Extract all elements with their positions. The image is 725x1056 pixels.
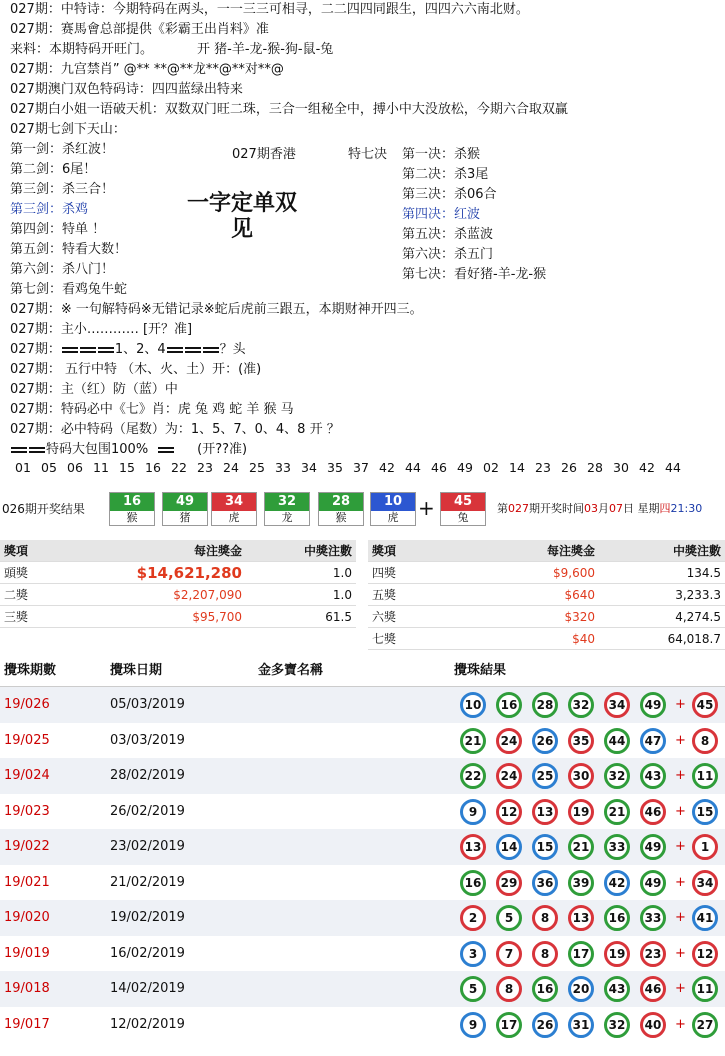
number-item: 05 [41, 460, 57, 475]
header-amount: 每注獎金 [466, 540, 599, 562]
sword-line: 第五剑：特看大数！ [10, 242, 128, 257]
number-item: 34 [301, 460, 317, 475]
result-ball: 16 [604, 905, 630, 931]
tip-line [10, 40, 333, 60]
special-result-ball: 34 [692, 870, 718, 896]
number-item: 24 [223, 460, 239, 475]
special-result-ball: 12 [692, 941, 718, 967]
tip-line: 027期：※ 一句解特码※无错记录※蛇后虎前三跟五，本期财神开四三。 [10, 302, 423, 317]
result-ball: 21 [460, 728, 486, 754]
prize-table-left [0, 540, 356, 628]
prize-amount: $14,621,280 [98, 562, 246, 584]
result-ball: 25 [532, 763, 558, 789]
draw-period[interactable]: 19/020 [4, 910, 50, 925]
result-ball: 3 [460, 941, 486, 967]
tip-line: 027期：特码必中《七》肖：虎 兔 鸡 蛇 羊 猴 马 [10, 402, 294, 417]
result-ball: 40 [640, 1012, 666, 1038]
result-ball: 13 [532, 799, 558, 825]
info-time: 21:30 [670, 502, 703, 515]
result-ball: 20 [568, 976, 594, 1002]
number-item: 23 [535, 460, 551, 475]
result-ball: 9 [460, 799, 486, 825]
special-result-ball: 41 [692, 905, 718, 931]
number-item: 23 [197, 460, 213, 475]
tip-line-b: 1、2、4 [114, 342, 166, 357]
info-month: 03 [584, 502, 598, 515]
tip-line-c: ？头 [219, 342, 246, 357]
ball-number: 10 [371, 493, 415, 511]
sword-line: 第三剑：杀鸡 [10, 202, 89, 217]
prize-count: 3,233.3 [599, 584, 725, 606]
result-ball: 26 [532, 728, 558, 754]
result-ball: 14 [496, 834, 522, 860]
info-text: 第 [497, 502, 508, 515]
prize-name: 三獎 [0, 606, 98, 628]
draw-result-bar [0, 492, 725, 528]
table-row [0, 829, 725, 865]
special-result-ball: 15 [692, 799, 718, 825]
ball-zodiac: 猴 [319, 511, 363, 525]
prize-amount: $40 [466, 628, 599, 650]
history-header [0, 656, 725, 687]
result-ball: 7 [496, 941, 522, 967]
plus-sign: + [675, 910, 686, 925]
jue-line: 第四决：红波 [402, 207, 481, 222]
special-result-ball: 11 [692, 763, 718, 789]
result-ball: 13 [568, 905, 594, 931]
result-ball: 36 [532, 870, 558, 896]
info-text: 期开奖时间 [529, 502, 584, 515]
number-item: 37 [353, 460, 369, 475]
sword-line: 第三剑：杀三合！ [10, 182, 115, 197]
special-result-ball: 11 [692, 976, 718, 1002]
result-ball: 17 [496, 1012, 522, 1038]
table-row [0, 794, 725, 830]
number-item: 26 [561, 460, 577, 475]
draw-period[interactable]: 19/023 [4, 803, 50, 819]
plus-sign: + [675, 732, 686, 748]
bar-glyph [11, 447, 27, 453]
draw-date: 03/03/2019 [110, 732, 185, 748]
draw-ball [318, 492, 364, 526]
bar-glyph [203, 347, 219, 353]
draw-date: 21/02/2019 [110, 874, 185, 890]
draw-ball [162, 492, 208, 526]
jue-line: 第七决：看好猪-羊-龙-猴 [402, 267, 547, 282]
prize-count: 4,274.5 [599, 606, 725, 628]
number-item: 33 [275, 460, 291, 475]
prize-count: 1.0 [246, 584, 356, 606]
tip-line: 027期：赛馬會总部提供《彩霸王出肖料》准 [10, 22, 269, 37]
info-text: 日 星期 [623, 502, 660, 515]
number-item: 15 [119, 460, 135, 475]
tip-line [10, 340, 246, 360]
result-ball: 30 [568, 763, 594, 789]
plus-sign: + [675, 945, 686, 961]
tip-line-b: 开 猪-羊-龙-猴-狗-鼠-兔 [197, 42, 334, 57]
number-item: 44 [665, 460, 681, 475]
prize-name: 五獎 [368, 584, 466, 606]
prize-count: 1.0 [246, 562, 356, 584]
prize-row [368, 562, 725, 584]
result-ball: 49 [640, 870, 666, 896]
result-ball: 49 [640, 834, 666, 860]
table-row [0, 1007, 725, 1043]
result-ball: 49 [640, 692, 666, 718]
draw-date: 14/02/2019 [110, 981, 185, 996]
ball-zodiac: 猴 [110, 511, 154, 525]
ball-zodiac: 猪 [163, 511, 207, 525]
result-ball: 13 [460, 834, 486, 860]
prize-row [368, 606, 725, 628]
result-ball: 16 [460, 870, 486, 896]
sword-line: 第六剑：杀八门！ [10, 262, 115, 277]
ball-number: 32 [265, 493, 309, 511]
table-row [0, 687, 725, 723]
tip-line: 027期七剑下天山： [10, 122, 126, 137]
header-date: 攪珠日期 [110, 663, 163, 678]
result-ball: 19 [568, 799, 594, 825]
tip-line-a: 来料：本期特码开旺门。 [10, 42, 154, 57]
draw-date: 28/02/2019 [110, 768, 185, 783]
result-ball: 32 [568, 692, 594, 718]
table-row [0, 723, 725, 759]
header-count: 中獎注數 [599, 540, 725, 562]
result-ball: 16 [496, 692, 522, 718]
result-ball: 9 [460, 1012, 486, 1038]
result-ball: 46 [640, 799, 666, 825]
result-ball: 35 [568, 728, 594, 754]
special-ball [440, 492, 486, 526]
result-ball: 5 [460, 976, 486, 1002]
number-item: 16 [145, 460, 161, 475]
draw-label: 026期开奖结果 [2, 502, 85, 516]
single-double-headline: 一字定单双 [186, 190, 297, 216]
table-row [0, 971, 725, 1007]
draw-ball [211, 492, 257, 526]
draw-period[interactable]: 19/024 [4, 768, 50, 783]
sword-line: 第一剑：杀红波！ [10, 142, 115, 157]
draw-date: 16/02/2019 [110, 945, 185, 961]
result-ball: 32 [604, 1012, 630, 1038]
plus-sign: + [675, 803, 686, 819]
number-item: 14 [509, 460, 525, 475]
single-double-headline-2: 见 [230, 216, 253, 242]
info-period: 027 [508, 502, 529, 515]
header-result: 攪珠結果 [454, 663, 507, 678]
info-text: 月 [598, 502, 609, 515]
tip-line [10, 440, 247, 460]
next-draw-info [497, 500, 702, 516]
plus-sign: + [675, 768, 686, 783]
header-jackpot: 金多寶名稱 [258, 663, 324, 678]
special-seven-label: 特七决 [348, 147, 388, 162]
ball-number: 28 [319, 493, 363, 511]
result-ball: 8 [532, 941, 558, 967]
plus-sign: + [675, 697, 686, 712]
jue-line: 第五决：杀蓝波 [402, 227, 494, 242]
number-item: 42 [379, 460, 395, 475]
plus-sign: + [675, 839, 686, 854]
draw-date: 23/02/2019 [110, 839, 185, 854]
table-row [0, 936, 725, 972]
ball-number: 45 [441, 493, 485, 511]
header-item: 獎項 [0, 540, 98, 562]
number-list [10, 460, 686, 475]
result-ball: 28 [532, 692, 558, 718]
result-ball: 22 [460, 763, 486, 789]
special-result-ball: 8 [692, 728, 718, 754]
result-ball: 12 [496, 799, 522, 825]
tip-line: 027期： 五行中特 （木、火、土）开：(准) [10, 362, 262, 377]
ball-number: 16 [110, 493, 154, 511]
plus-sign: + [675, 981, 686, 996]
result-ball: 23 [640, 941, 666, 967]
tip-line: 027期：主（红）防（蓝）中 [10, 382, 178, 397]
draw-period[interactable]: 19/017 [4, 1016, 50, 1032]
result-ball: 10 [460, 692, 486, 718]
draw-period[interactable]: 19/022 [4, 839, 50, 854]
bar-glyph [158, 447, 174, 453]
result-ball: 24 [496, 763, 522, 789]
tip-line: 027期澳门双色特码诗：四四蓝绿出特来 [10, 82, 243, 97]
result-ball: 39 [568, 870, 594, 896]
special-result-ball: 27 [692, 1012, 718, 1038]
draw-period[interactable]: 19/021 [4, 874, 50, 890]
ball-zodiac: 兔 [441, 511, 485, 525]
number-item: 22 [171, 460, 187, 475]
number-item: 35 [327, 460, 343, 475]
number-item: 01 [15, 460, 31, 475]
number-item: 28 [587, 460, 603, 475]
result-ball: 21 [604, 799, 630, 825]
result-ball: 19 [604, 941, 630, 967]
table-row [0, 900, 725, 936]
sword-line: 第二剑：6尾！ [10, 162, 97, 177]
tip-line: 027期：中特诗：今期特码在两头，一一三三可相寻，二二四四同跟生，四四六六南北财。 [10, 2, 529, 17]
plus-sign: + [675, 874, 686, 890]
jue-line: 第六决：杀五门 [402, 247, 494, 262]
hk-label: 027期香港 [232, 147, 296, 162]
prize-amount: $640 [466, 584, 599, 606]
ball-zodiac: 龙 [265, 511, 309, 525]
number-item: 46 [431, 460, 447, 475]
ball-zodiac: 虎 [212, 511, 256, 525]
result-ball: 8 [532, 905, 558, 931]
draw-period[interactable]: 19/019 [4, 945, 50, 961]
prize-amount: $2,207,090 [98, 584, 246, 606]
prize-count: 64,018.7 [599, 628, 725, 650]
bar-glyph [185, 347, 201, 353]
result-ball: 46 [640, 976, 666, 1002]
sword-line: 第四剑：特单 ！ [10, 222, 106, 237]
bar-glyph [80, 347, 96, 353]
plus-sign: + [418, 496, 435, 520]
prize-name: 二獎 [0, 584, 98, 606]
bar-glyph [29, 447, 45, 453]
prediction-tips [0, 0, 725, 490]
ball-number: 49 [163, 493, 207, 511]
result-ball: 43 [640, 763, 666, 789]
tip-line-a: 027期： [10, 342, 61, 357]
number-item: 11 [93, 460, 109, 475]
header-item: 獎項 [368, 540, 466, 562]
result-ball: 24 [496, 728, 522, 754]
table-row [0, 865, 725, 901]
special-result-ball: 1 [692, 834, 718, 860]
result-ball: 21 [568, 834, 594, 860]
prize-row [0, 606, 356, 628]
tip-line: 027期：九宫禁肖” @** **@**龙**@**对**@ [10, 62, 284, 77]
result-ball: 26 [532, 1012, 558, 1038]
draw-period[interactable]: 19/026 [4, 697, 50, 712]
ball-number: 34 [212, 493, 256, 511]
result-ball: 42 [604, 870, 630, 896]
tip-line-b: (开??准) [197, 442, 248, 457]
prize-amount: $95,700 [98, 606, 246, 628]
table-row [0, 758, 725, 794]
result-ball: 33 [604, 834, 630, 860]
tip-line: 027期：主小………… [开？准] [10, 322, 193, 337]
jue-line: 第一决：杀猴 [402, 147, 481, 162]
prize-name: 四獎 [368, 562, 466, 584]
draw-ball [370, 492, 416, 526]
number-item: 02 [483, 460, 499, 475]
result-ball: 15 [532, 834, 558, 860]
special-result-ball: 45 [692, 692, 718, 718]
result-ball: 44 [604, 728, 630, 754]
result-ball: 31 [568, 1012, 594, 1038]
number-item: 25 [249, 460, 265, 475]
result-ball: 34 [604, 692, 630, 718]
info-weekday: 四 [659, 502, 671, 515]
draw-period[interactable]: 19/025 [4, 732, 50, 748]
number-item: 42 [639, 460, 655, 475]
number-item: 06 [67, 460, 83, 475]
prize-row [0, 584, 356, 606]
draw-ball [109, 492, 155, 526]
tip-line: 027期白小姐一语破天机：双数双门旺二珠，三合一组秘全中，搏小中大没放松，今期六合取双赢 [10, 102, 568, 117]
draw-period[interactable]: 19/018 [4, 981, 50, 996]
prize-count: 134.5 [599, 562, 725, 584]
jue-line: 第三决：杀06合 [402, 187, 497, 202]
bar-glyph [98, 347, 114, 353]
result-ball: 29 [496, 870, 522, 896]
draw-ball [264, 492, 310, 526]
prize-amount: $9,600 [466, 562, 599, 584]
prize-count: 61.5 [246, 606, 356, 628]
number-item: 30 [613, 460, 629, 475]
prize-row [368, 584, 725, 606]
result-ball: 47 [640, 728, 666, 754]
draw-date: 19/02/2019 [110, 910, 185, 925]
draw-date: 12/02/2019 [110, 1016, 185, 1032]
bar-glyph [62, 347, 78, 353]
header-count: 中獎注數 [246, 540, 356, 562]
jue-line: 第二决：杀3尾 [402, 167, 489, 182]
sword-line: 第七剑：看鸡兔牛蛇 [10, 282, 128, 297]
result-ball: 17 [568, 941, 594, 967]
header-period: 攪珠期數 [4, 663, 57, 678]
result-ball: 43 [604, 976, 630, 1002]
prize-name: 六獎 [368, 606, 466, 628]
info-day: 07 [609, 502, 623, 515]
number-item: 49 [457, 460, 473, 475]
bar-glyph [167, 347, 183, 353]
result-ball: 33 [640, 905, 666, 931]
prize-row [368, 628, 725, 650]
result-ball: 32 [604, 763, 630, 789]
draw-date: 26/02/2019 [110, 803, 185, 819]
header-amount: 每注獎金 [98, 540, 246, 562]
result-ball: 16 [532, 976, 558, 1002]
result-ball: 5 [496, 905, 522, 931]
prize-name: 頭獎 [0, 562, 98, 584]
prize-amount: $320 [466, 606, 599, 628]
number-item: 44 [405, 460, 421, 475]
tip-line: 027期：必中特码（尾数）为：1、5、7、0、4、8 开 ？ [10, 422, 340, 437]
prize-row [0, 562, 356, 584]
ball-zodiac: 虎 [371, 511, 415, 525]
prize-name: 七獎 [368, 628, 466, 650]
draw-date: 05/03/2019 [110, 697, 185, 712]
prize-table-right [368, 540, 725, 650]
plus-sign: + [675, 1016, 686, 1032]
result-ball: 2 [460, 905, 486, 931]
tip-line-a: 特码大包围100% [46, 442, 149, 457]
result-ball: 8 [496, 976, 522, 1002]
